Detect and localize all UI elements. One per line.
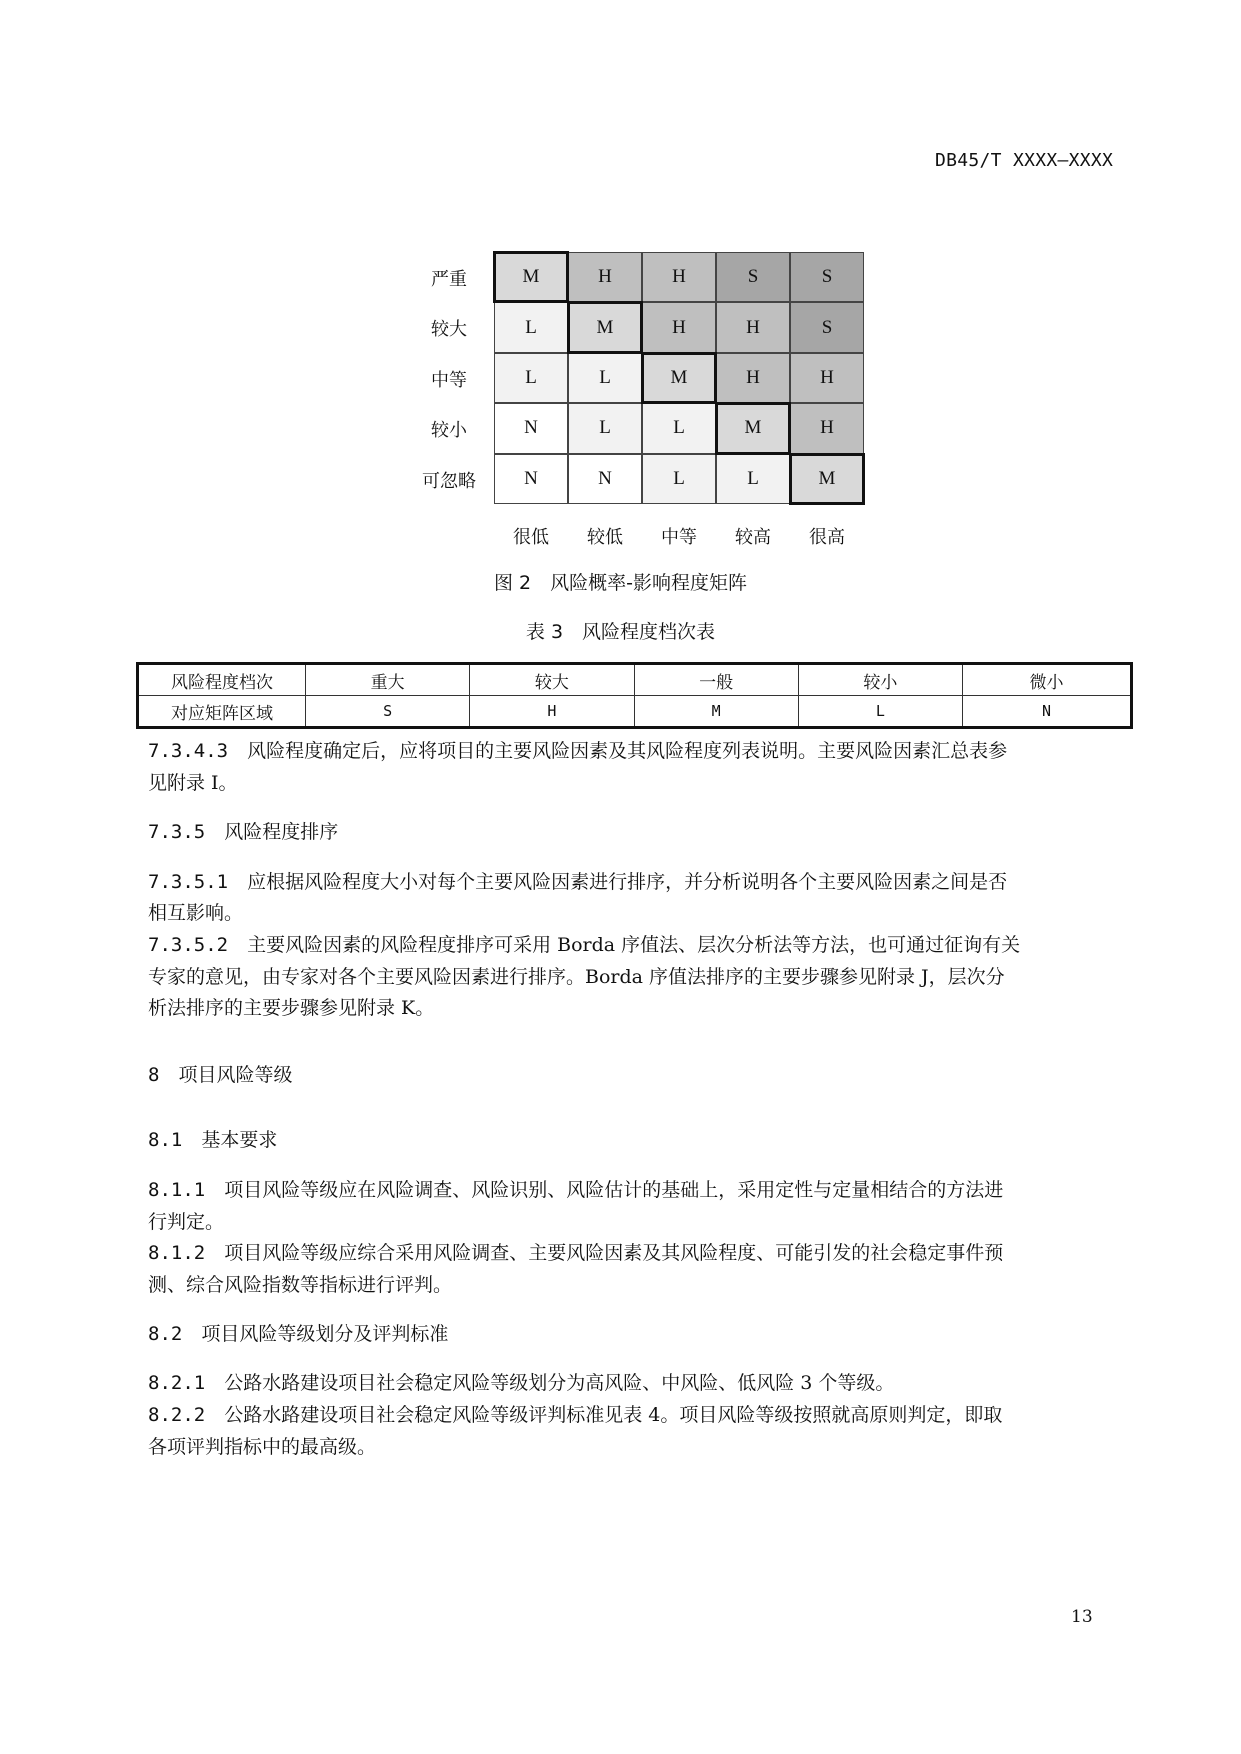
matrix-cell: N xyxy=(494,403,568,453)
matrix-cell: H xyxy=(642,252,716,302)
matrix-cell: S xyxy=(716,252,790,302)
table-caption: 表 3 风险程度档次表 xyxy=(525,621,716,643)
heading-title: 风险程度排序 xyxy=(224,821,339,843)
clause-number: 8.2.1 xyxy=(148,1372,206,1394)
matrix-cell: S xyxy=(790,252,864,302)
table-cell: L xyxy=(798,696,962,728)
table-cell: 较大 xyxy=(470,664,634,696)
clause-8-2-2 xyxy=(148,1399,1002,1431)
matrix-column-label: 较高 xyxy=(735,527,771,548)
risk-level-table xyxy=(136,662,1133,729)
matrix-row-label: 严重 xyxy=(431,269,467,290)
table-cell: 风险程度档次 xyxy=(138,664,306,696)
clause-8-1-2-cont: 测、综合风险指数等指标进行评判。 xyxy=(148,1274,453,1296)
matrix-cell: S xyxy=(790,302,864,352)
clause-7-3-4-3 xyxy=(148,735,1007,767)
clause-text: 公路水路建设项目社会稳定风险等级划分为高风险、中风险、低风险 3 个等级。 xyxy=(224,1372,895,1394)
matrix-cell: H xyxy=(716,302,790,352)
heading-number: 7.3.5 xyxy=(148,821,206,843)
page-number: 13 xyxy=(1071,1607,1093,1627)
clause-number: 7.3.4.3 xyxy=(148,740,229,762)
clause-8-2-1 xyxy=(148,1367,894,1399)
table-row xyxy=(138,664,1132,696)
matrix-cell: L xyxy=(642,403,716,453)
matrix-column-label: 很高 xyxy=(809,527,845,548)
table-cell: M xyxy=(634,696,798,728)
heading-8 xyxy=(148,1059,292,1091)
clause-7-3-5-1-cont: 相互影响。 xyxy=(148,902,244,924)
heading-number: 8.1 xyxy=(148,1129,183,1151)
heading-7-3-5 xyxy=(148,816,338,848)
clause-number: 7.3.5.2 xyxy=(148,934,229,956)
clause-7-3-5-2 xyxy=(148,929,1020,961)
matrix-column-label: 中等 xyxy=(661,527,697,548)
matrix-cell: H xyxy=(642,302,716,352)
table-cell: S xyxy=(306,696,470,728)
document-code-header: DB45/T XXXX—XXXX xyxy=(935,150,1114,171)
matrix-cell: L xyxy=(642,454,716,504)
clause-8-2-2-cont: 各项评判指标中的最高级。 xyxy=(148,1436,377,1458)
matrix-cell: N xyxy=(494,454,568,504)
clause-text: 应根据风险程度大小对每个主要风险因素进行排序，并分析说明各个主要风险因素之间是否 xyxy=(247,871,1008,893)
clause-text: 风险程度确定后，应将项目的主要风险因素及其风险程度列表说明。主要风险因素汇总表参 xyxy=(247,740,1008,762)
matrix-column-label: 很低 xyxy=(513,527,549,548)
clause-7-3-5-1 xyxy=(148,866,1007,898)
heading-title: 基本要求 xyxy=(201,1129,278,1151)
matrix-cell: L xyxy=(494,353,568,403)
table-cell: H xyxy=(470,696,634,728)
clause-7-3-5-2-cont: 析法排序的主要步骤参见附录 K。 xyxy=(148,997,435,1019)
clause-8-1-1-cont: 行判定。 xyxy=(148,1211,225,1233)
matrix-row-label: 较大 xyxy=(431,319,467,341)
heading-title: 项目风险等级划分及评判标准 xyxy=(201,1323,449,1345)
matrix-cell: H xyxy=(568,252,642,302)
matrix-cell: H xyxy=(716,353,790,403)
clause-text: 公路水路建设项目社会稳定风险等级评判标准见表 4。项目风险等级按照就高原则判定，即取 xyxy=(224,1404,1003,1426)
clause-7-3-5-2-cont: 专家的意见，由专家对各个主要风险因素进行排序。Borda 序值法排序的主要步骤参见附录 J，层次分 xyxy=(148,966,1005,988)
matrix-cell: M xyxy=(494,252,568,302)
risk-matrix xyxy=(494,252,864,504)
matrix-row-label: 较小 xyxy=(431,420,467,442)
heading-number: 8.2 xyxy=(148,1323,183,1345)
table-cell: 对应矩阵区域 xyxy=(138,696,306,728)
table-row xyxy=(138,696,1132,728)
heading-8-2 xyxy=(148,1318,448,1350)
matrix-cell: L xyxy=(494,302,568,352)
matrix-row-label: 中等 xyxy=(431,369,467,391)
matrix-cell: H xyxy=(790,403,864,453)
matrix-cell: N xyxy=(568,454,642,504)
matrix-cell: M xyxy=(716,403,790,453)
clause-8-1-2 xyxy=(148,1237,1003,1269)
table-cell: 较小 xyxy=(798,664,962,696)
clause-number: 8.1.2 xyxy=(148,1242,206,1264)
matrix-column-label: 较低 xyxy=(587,527,623,548)
matrix-cell: L xyxy=(716,454,790,504)
table-cell: N xyxy=(963,696,1132,728)
figure-caption: 图 2 风险概率-影响程度矩阵 xyxy=(494,572,747,594)
heading-number: 8 xyxy=(148,1064,160,1086)
clause-text: 项目风险等级应综合采用风险调查、主要风险因素及其风险程度、可能引发的社会稳定事件预 xyxy=(224,1242,1004,1264)
heading-8-1 xyxy=(148,1124,277,1156)
clause-number: 8.2.2 xyxy=(148,1404,206,1426)
table-cell: 一般 xyxy=(634,664,798,696)
clause-number: 7.3.5.1 xyxy=(148,871,229,893)
matrix-cell: M xyxy=(568,302,642,352)
heading-title: 项目风险等级 xyxy=(178,1064,293,1086)
matrix-cell: M xyxy=(790,454,864,504)
table-cell: 微小 xyxy=(963,664,1132,696)
clause-8-1-1 xyxy=(148,1174,1003,1206)
matrix-cell: L xyxy=(568,403,642,453)
matrix-cell: L xyxy=(568,353,642,403)
clause-text: 项目风险等级应在风险调查、风险识别、风险估计的基础上，采用定性与定量相结合的方法进 xyxy=(224,1179,1004,1201)
matrix-cell: H xyxy=(790,353,864,403)
clause-text: 主要风险因素的风险程度排序可采用 Borda 序值法、层次分析法等方法，也可通过征询有关 xyxy=(247,934,1021,956)
clause-number: 8.1.1 xyxy=(148,1179,206,1201)
matrix-row-label: 可忽略 xyxy=(422,470,476,492)
clause-7-3-4-3-cont: 见附录 I。 xyxy=(148,772,238,794)
matrix-cell: M xyxy=(642,353,716,403)
table-cell: 重大 xyxy=(306,664,470,696)
